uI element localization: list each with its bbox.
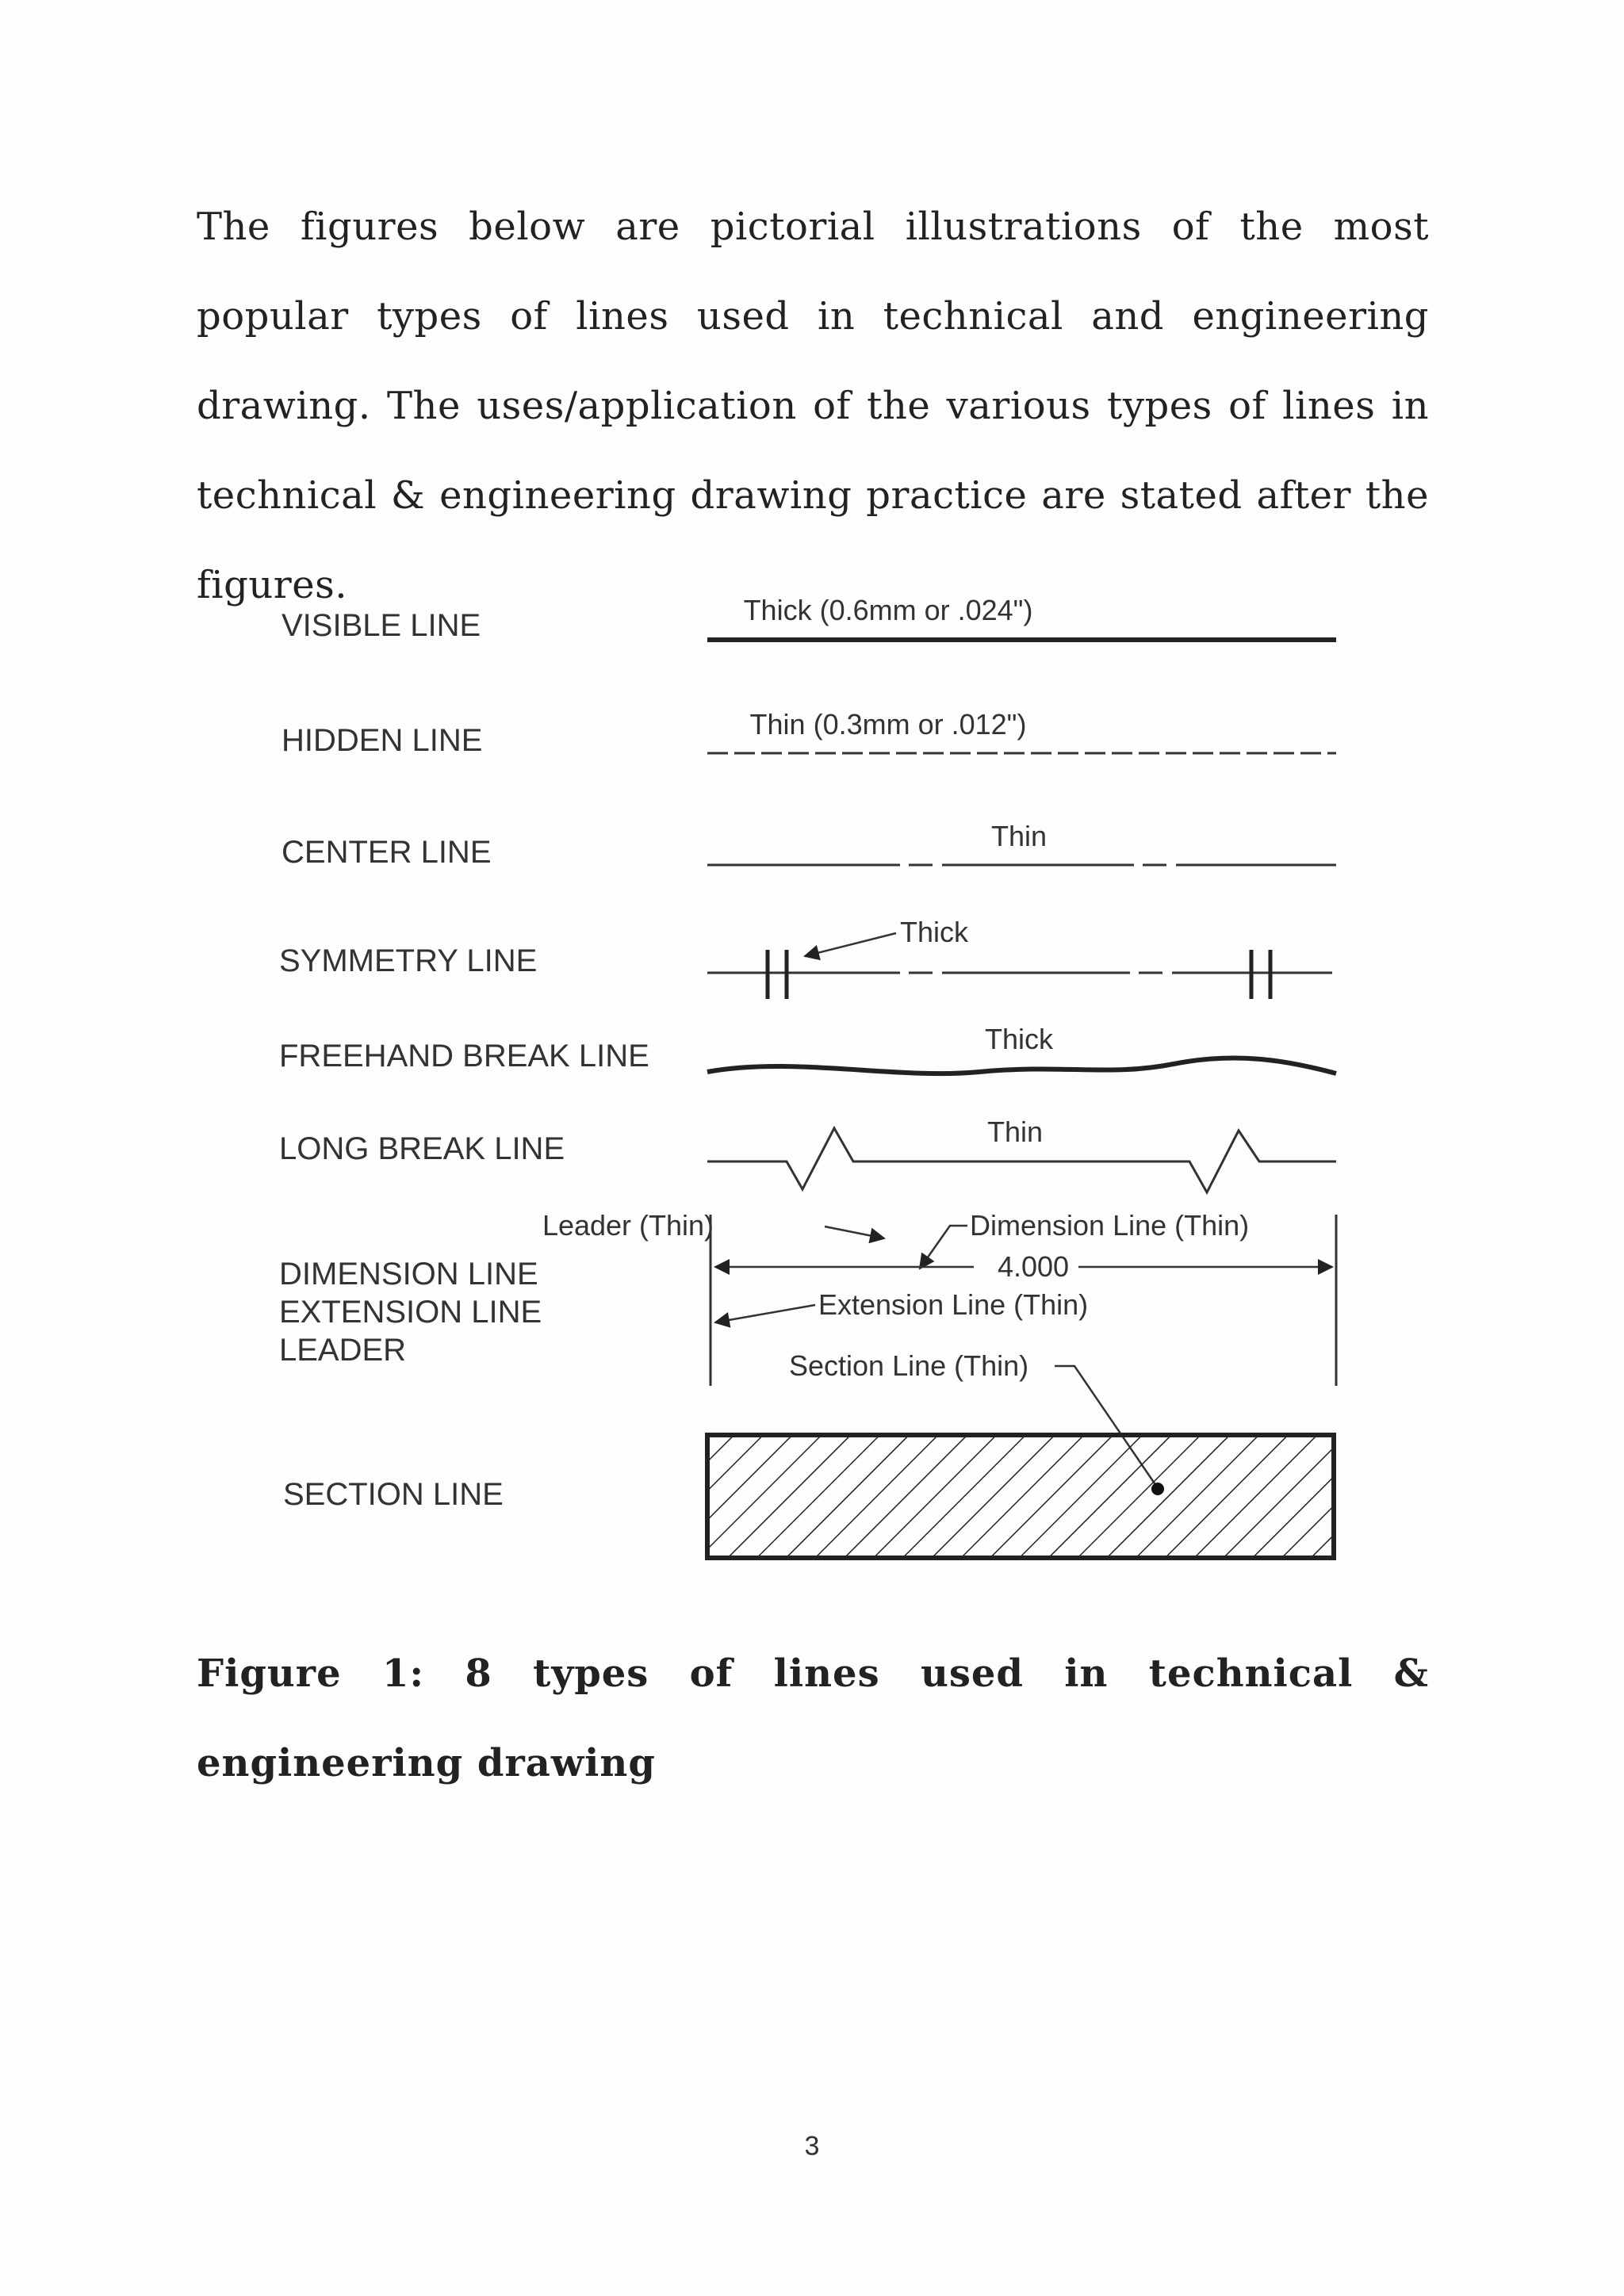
intro-paragraph: The figures below are pictorial illustrations of the most popular types of lines used in technical and engineering drawing. The uses/application of the various types of lines in technical & engineering drawing practice are stated after the figures. (197, 205, 1429, 607)
page-number: 3 (804, 2131, 820, 2161)
label-long-break-line: LONG BREAK LINE (279, 1131, 565, 1166)
symmetry-leader-arrow (805, 933, 896, 956)
label-section-line: SECTION LINE (283, 1477, 504, 1512)
long-break-note: Thin (986, 1115, 1044, 1148)
extension-leader-arrow (715, 1305, 815, 1322)
freehand-line-note: Thick (984, 1023, 1054, 1055)
label-extension-line: EXTENSION LINE (279, 1295, 542, 1330)
label-freehand-break-line: FREEHAND BREAK LINE (279, 1039, 649, 1073)
label-leader: LEADER (279, 1333, 407, 1368)
section-callout-dot (1151, 1483, 1164, 1495)
visible-line-note: Thick (0.6mm or .024") (743, 594, 1033, 626)
section-hatched-block (707, 1435, 1334, 1558)
freehand-break-sample (707, 1058, 1336, 1073)
dimension-callout-arrow (920, 1226, 967, 1269)
figure-caption: Figure 1: 8 types of lines used in technical & engineering drawing (197, 1651, 1429, 1785)
label-dimension-line: DIMENSION LINE (279, 1257, 538, 1292)
label-symmetry-line: SYMMETRY LINE (279, 943, 538, 978)
line-types-figure (270, 587, 1348, 1570)
extension-line-note: Extension Line (Thin) (818, 1288, 1089, 1321)
leader-note: Leader (Thin) (542, 1209, 714, 1242)
dimension-line-note: Dimension Line (Thin) (970, 1209, 1250, 1242)
center-line-note: Thin (990, 820, 1048, 852)
label-hidden-line: HIDDEN LINE (282, 723, 483, 758)
symmetry-marks (768, 950, 1270, 999)
dimension-value: 4.000 (997, 1250, 1070, 1283)
label-center-line: CENTER LINE (282, 835, 492, 870)
line-types-diagram (270, 587, 1348, 1570)
section-line-note: Section Line (Thin) (789, 1349, 1029, 1382)
hidden-line-note: Thin (0.3mm or .012") (749, 708, 1027, 740)
label-visible-line: VISIBLE LINE (282, 608, 481, 643)
leader-callout-arrow (825, 1226, 884, 1238)
symmetry-line-note: Thick (900, 916, 969, 948)
